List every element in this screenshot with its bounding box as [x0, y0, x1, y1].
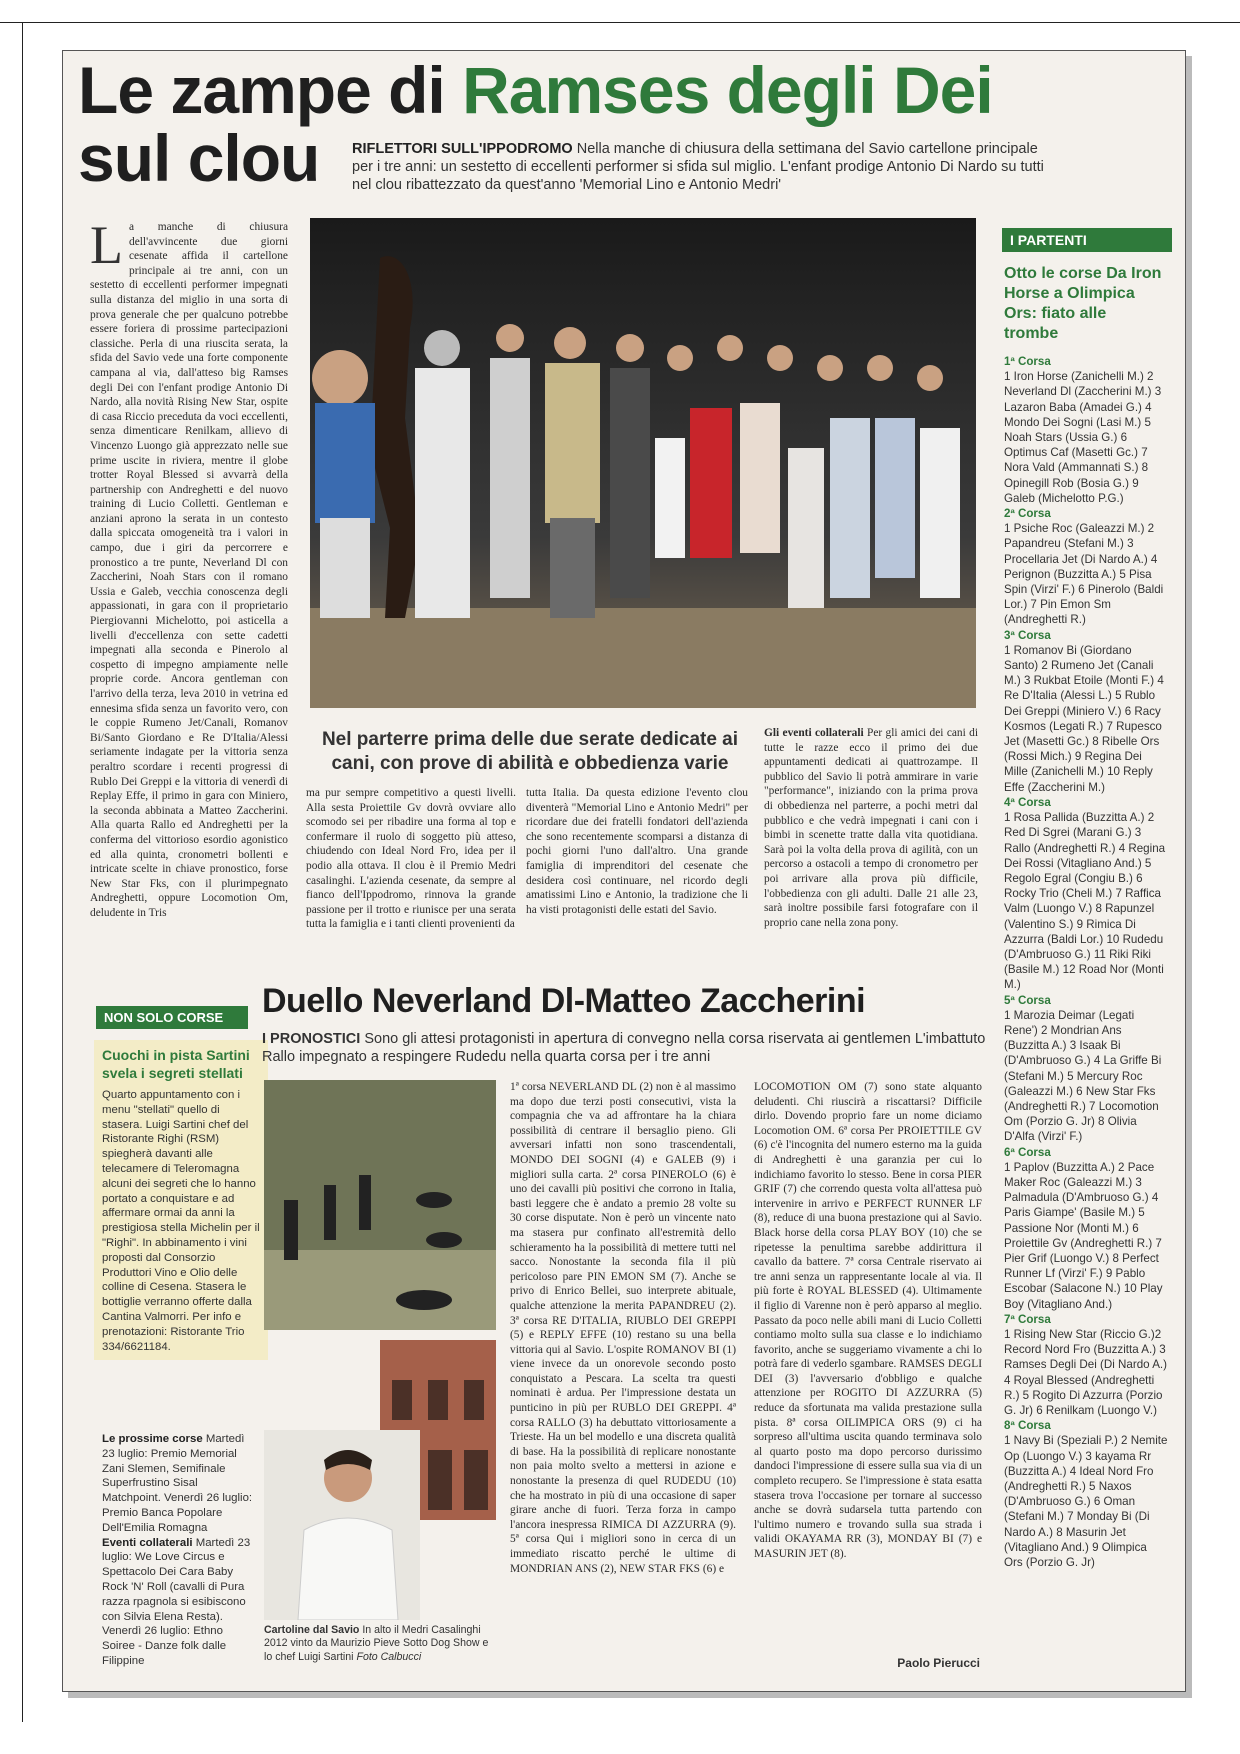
caption-label: Cartoline dal Savio — [264, 1624, 360, 1636]
article-column-3 — [526, 786, 748, 956]
race-7: 7ª Corsa 1 Rising New Star (Riccio G.)2 Record Nord Fro (Buzzitta A.) 3 Ramses Degli Dei (Di Nardo A.) 4 Royal Blessed (Andreghetti R.) 5 Rogito Di Azzurra (Porzio G. Jr) 6 Renilkam (Luongo V.) — [1004, 1312, 1168, 1418]
partenti-list — [1004, 354, 1168, 1570]
col4-label: Gli eventi collaterali — [764, 727, 864, 739]
headline-highlight: Ramses degli Dei — [462, 53, 993, 127]
main-photo — [310, 218, 976, 708]
dog-show-photo — [264, 1080, 496, 1330]
race-8: 8ª Corsa 1 Navy Bi (Speziali P.) 2 Nemite Op (Luongo V.) 3 kayama Rr (Buzzitta A.) 4 Ideal Nord Fro (Andreghetti R.) 5 Naxos (D'Ambruoso G.) 6 Oman (Stefani M.) 7 Monday Bi (Di Nardo A.) 8 Masurin Jet (Vitagliano And.) 9 Olimpica Ors (Porzio G. Jr) — [1004, 1419, 1168, 1570]
sidebar-schedule — [102, 1432, 254, 1669]
article-column-1 — [90, 220, 288, 980]
photo-credit: Foto Calbucci — [356, 1650, 422, 1663]
race-5: 5ª Corsa 1 Marozia Deimar (Legati Rene') 2 Mondrian Ans (Buzzitta A.) 3 Isaak Bi (D'Ambruoso G.) 4 La Griffe Bi (Stefani M.) 5 Mercury Roc (Galeazzi M.) 6 New Star Fks (Andreghetti R.) 7 Locomotion Om (Porzio G. Jr) 8 Olivia D'Alfa (Virzi' F.) — [1004, 993, 1162, 1144]
duello-column-1 — [510, 1080, 736, 1674]
article-col3-text: tutta Italia. Da questa edizione l'evento clou diventerà "Memorial Lino e Antonio Medri" per ricordare due dei fratelli fondatori dell'azienda che sono recentemente scomparsi a distanza di pochi giorni l'uno dall'altro. Una grande famiglia di imprenditori del cesenate che desidera così continuare, nel ricordo degli amatissimi Lino e Antonio, la tradizione che li ha visti protagonisti delle estati del Savio. — [526, 787, 748, 916]
duello-title: Duello Neverland Dl-Matteo Zaccherini — [262, 982, 866, 1020]
duello-column-2 — [754, 1080, 982, 1652]
pronostici-text: Sono gli attesi protagonisti in apertura di convegno nella corsa riservata ai gentlemen L'imbattuto Rallo impegnato a respingere Rudedu nella quarta corsa per i tre anni — [262, 1031, 986, 1065]
race-6: 6ª Corsa 1 Paplov (Buzzitta A.) 2 Pace Maker Roc (Galeazzi M.) 3 Palmadula (D'Ambruoso G.) 4 Paris Giampe' (Basile M.) 5 Passione Nor (Monti M.) 6 Proiettile Gv (Andreghetti R.) 7 Pier Grif (Luongo V.) 8 Perfect Runner Lf (Virzi' F.) 9 Pablo Escobar (Salacone N.) 10 Play Boy (Vitagliano And.) — [1004, 1145, 1163, 1311]
race-4: 4ª Corsa 1 Rosa Pallida (Buzzitta A.) 2 Red Di Sgrei (Marani G.) 3 Rallo (Andreghetti R.) 4 Regina Dei Rossi (Vitagliano And.) 5 Regolo Egral (Congiu B.) 6 Rocky Trio (Cheli M.) 7 Raffica Valm (Luongo V.) 8 Rapunzel (Valentino S.) 9 Rimica Di Azzurra (Baldi Lor.) 10 Rudedu (D'Ambruoso G.) 11 Riki Riki (Basile M.) 12 Road Nor (Monti M.) — [1004, 795, 1166, 992]
pull-quote: Nel parterre prima delle due serate dedicate ai cani, con prove di abilità e obbedienza varie — [321, 729, 739, 774]
subheadline — [352, 140, 1052, 194]
duello-col2-text: LOCOMOTION OM (7) sono state alquanto deludenti. Chi riuscirà a riscattarsi? Difficile dirlo. Dovendo proprio fare un nome diciamo Locomotion OM. 6ª corsa Per PROIETTILE GV (6) c'è l'incognita del numero esterno ma la guida di Andreghetti è una garanzia per cui lo indichiamo favorito lo stesso. Bene in corsa PIER GRIF (7) che correndo questa volta all'attesa può intervenire in arrivo e PERFECT RUNNER LF (8), reduce di una buona prestazione qui al Savio. Black horse della corsa PLAY BOY (10) che se ripetesse la penultima sarebbe addirittura il cavallo da battere. 7ª corsa Centrale riservato ai tre anni senza un rappresentante locale al via. Il più forte è ROYAL BLESSED (4). Ultimamente il figlio di Varenne non è però apparso al meglio. Passato da poco nelle abili mani di Lucio Colletti contiamo molto sulla sua classe e lo indichiamo favorito, anche se suggeriamo vivamente a chi lo potrà fare di vederlo sgambare. RAMSES DEGLI DEI (3) l'avversario d'obbligo e qualche attenzione per ROGITO DI AZZURRA (5) reduce da sfortunata ma valida prestazione sulla pista. 8ª corsa OILIMPICA ORS (9) ci ha sorpreso all'ultima uscita quando terminava solo al quarto posto ma dopo percorso durissimo dandoci l'impressione di essere sulla sua via di un completo recupero. Se l'impressione è stata esatta stasera trova l'occasione per tornare al successo anche se dovrà sudarsela tutta partendo con l'ultimo numero e trovando sulla sua strada i validi OKAYAMA RR (3), MONDAY BI (7) e MASURIN JET (8). — [754, 1081, 982, 1560]
article-col4-text: Per gli amici dei cani di tutte le razze ecco il primo dei due appuntamenti dedicati ai quattrozampe. Il pubblico del Savio li potrà ammirare in varie "performance", iniziando con la prima prova di obbedienza nel parterre, a pochi metri dal pubblico e che vedrà impegnati i cani con i bimbi in scenette tratte dalla vita quotidiana. Sarà poi la volta della prova di agilità, con un percorso a ostacoli a tempo di cronometro per poi arrivare alla prova più difficile, l'obbedienza con gli adulti. Dalle 21 alle 23, sarà inoltre possibile farsi fotografare con il proprio cane nella zona pony. — [764, 727, 978, 929]
sidebar-text: Quarto appuntamento con i menu "stellati" quello di stasera. Luigi Sartini chef del Ristorante Righi (RSM) spiegherà davanti alle telecamere di Teleromagna alcuni dei segreti che lo hanno portato a conquistare e ad affermare ormai da anni la prestigiosa stella Michelin per il "Righi". In abbinamento i vini proposti dal Consorzio Produttori Vino e Olio delle colline di Cesena. Stasera le bottiglie verranno offerte dalla Cantina Valmorri. Per info e prenotazioni: Ristorante Trio 334/6621184. — [102, 1089, 260, 1353]
pronostici-label: I PRONOSTICI — [262, 1031, 361, 1047]
dropcap: L — [90, 220, 123, 275]
subhead-label: RIFLETTORI SULL'IPPODROMO — [352, 141, 573, 157]
caption-text: In alto il Medri Casalinghi 2012 vinto da Maurizio Pieve Sotto Dog Show e lo chef Luigi Sartini — [264, 1624, 489, 1663]
sidebar-box — [94, 1040, 268, 1360]
sidebar-title: Cuochi in pista Sartini svela i segreti stellati — [102, 1047, 250, 1081]
next-races-text: Martedì 23 luglio: Premio Memorial Zani Slemen, Semifinale Superfrustino Sisal Matchpoint. Venerdì 26 luglio: Premio Banca Popolare Dell'Emilia Romagna — [102, 1433, 253, 1534]
article-col1-text: a manche di chiusura dell'avvincente due giorni cesenate affida il cartellone principale ai tre anni, con un sestetto di eccellenti performer impegnati sulla distanza del miglio in una sorta di prova generale che per qualcuno potrebbe essere foriera di prossime partecipazioni classiche. Perla di una riuscita serata, la sfida del Savio vede una forte componente campana al via, dall'atteso big Ramses degli Dei con l'enfant prodige Antonio Di Nardo, alla novità Rising New Star, ospite di casa Riccio preceduta da voci eccellenti, senza dimenticare Renilkam, allievo di Vincenzo Luongo già apprezzato nelle sue prime uscite in riviera, mentre il globe trotter Royal Blessed si avvarrà della partnership con Andreghetti e del nuovo training di Lucio Colletti. Gentleman e anziani aprono la serata in un contesto dalla spiccata omogeneità tra i valori in campo, due i giri da percorrere e pronostico a tre punte, Neverland Dl con Zaccherini, Noah Stars con il romano Ussia e Galeb, vecchia conoscenza degli appassionati, in gara con il proprietario Piergiovanni Michelotto, poi asticella a livelli d'eccellenza con sette cadetti impegnati alla seconda e Pinerolo al cospetto di impegno ampiamente nelle proprie corde. Ancora gentleman con l'arrivo della terza, leva 2010 in vetrina ed ennesima sfida senza un favorito vero, con le coppie Rumeno Jet/Canali, Romanov Bi/Santo Giordano e Re D'Italia/Alessi seriamente indagate per la vittoria senza peraltro scordare i recenti progressi di Rublo Dei Greppi e la vittoria di venerdì di Replay Effe, il primo in gara con Miniero, la seconda abbinata a Matteo Zaccherini. Alla quarta Rallo ed Andreghetti per la conferma del vittorioso esordio agonistico ed alla quinta, cronometri bollenti e intricate scelte in chiave pronostico, forse New Star Fks, con il plurimpegnato Andreghetti, oppure Locomotion Om, deludente in Tris — [90, 221, 288, 919]
events-label: Eventi collaterali — [102, 1536, 193, 1549]
article-col2-text: ma pur sempre competitivo a questi livelli. Alla sesta Proiettile Gv dovrà ovviare allo scomodo sei per ribadire una forma al top e confermare il ruolo di soggetto più atteso, chiudendo con Ideal Nord Fro, idea per il podio alla ottava. Il clou è il Premio Medri casalinghi. L'azienda cesenate, da sempre al fianco dell'Ippodromo, rinnova la grande passione per il trotto e riunisce per una serata tutta la famiglia e i tanti clienti provenienti da — [306, 787, 516, 931]
partenti-bar: I PARTENTI — [1002, 228, 1172, 252]
race-2: 2ª Corsa 1 Psiche Roc (Galeazzi M.) 2 Papandreu (Stefani M.) 3 Procellaria Jet (Di Nardo A.) 4 Perignon (Buzzitta A.) 5 Pisa Spin (Virzi' F.) 6 Pinerolo (Baldi Lor.) 7 Pin Emon Sm (Andreghetti R.) — [1004, 507, 1164, 627]
scan-border-left — [22, 22, 23, 1722]
race-1: 1ª Corsa 1 Iron Horse (Zanichelli M.) 2 Neverland Dl (Zaccherini M.) 3 Lazaron Baba (Amadei G.) 4 Mondo Dei Sogni (Lasi M.) 5 Noah Stars (Ussia G.) 6 Optimus Caf (Masetti Gc.) 7 Nora Vald (Ammannati S.) 8 Opinegill Rob (Bosia G.) 9 Galeb (Michelotto P.G.) — [1004, 355, 1162, 505]
byline: Paolo Pierucci — [897, 1656, 980, 1670]
headline-part1: Le zampe di — [78, 53, 463, 127]
crowd-photo-illustration — [310, 218, 976, 708]
chef-photo — [264, 1430, 420, 1620]
non-solo-corse-bar: NON SOLO CORSE — [96, 1006, 248, 1029]
scan-border-top — [0, 22, 1240, 23]
article-column-2 — [306, 786, 516, 956]
headline-part3: sul clou — [78, 121, 320, 195]
duello-col1-text: 1ª corsa NEVERLAND DL (2) non è al massimo ma dopo due terzi posti consecutivi, vista la compagnia che va ad affrontare ha la chiara possibilità di centrare il bersaglio pieno. Gli avversari infatti non sono trascendentali, MONDO DEI SOGNI (4) e GALEB (9) i migliori sulla carta. 2ª corsa PINEROLO (6) è uno dei cavalli più positivi che corrono in Italia, basti leggere che è andato a premio 28 volte su 30 corse disputate. Non è però un vincente nato ma stasera pur confinato all'estremità dello schieramento ha la possibilità di mettere tutti nel sacco. Nonostante la seconda fila il più pericoloso pare PIN EMON SM (7). Anche se privo di Enrico Bellei, suo interprete abituale, qualche attenzione la merita PAPANDREU (2). 3ª corsa RE D'ITALIA, RIUBLO DEI GREPPI (5) e REPLY EFFE (10) restano su una bella vittoria qui al Savio. L'ospite ROMANOV BI (1) viene invece da un onorevole secondo posto conquistato a Pescara. La scelta tra questi nominati è ardua. Per l'impressione destata un punticino in più per RUBLO DEI GREPPI. 4ª corsa RALLO (3) ha debuttato vittoriosamente a Trieste. Ha un bel modello e una discreta qualità di base. Ha la possibilità di replicare nonostante non paia molto svelto a mettersi in azione e nonostante la presenza di quel RUDEDU (10) che ha mostrato in più di una occasione di saper girare anche di fuori. Terza forza in campo l'ancora inespressa RIMICA DI AZZURRA (9). 5ª corsa Qui i migliori sono in cerca di un immediato riscatto perché le ultime di MONDRIAN ANS (2), NEW STAR FKS (6) e — [510, 1081, 736, 1575]
partenti-title: Otto le corse Da Iron Horse a Olimpica Ors: fiato alle trombe — [1004, 265, 1162, 342]
subhead-text: Nella manche di chiusura della settimana del Savio cartellone principale per i tre anni: un sestetto di eccellenti performer si sfida sul miglio. L'enfant prodige Antonio Di Nardo su tutti nel clou ribattezzato da quest'anno 'Memorial Lino e Antonio Medri' — [352, 141, 1044, 193]
pronostici-subhead — [262, 1030, 992, 1066]
events-text: Martedì 23 luglio: We Love Circus e Spettacolo Dei Cara Baby Rock 'N' Roll (cavalli di Pura razza rpagnola si esibiscono con Silvia Elena Resta). Venerdì 26 luglio: Ethno Soiree - Danze folk dalle Filippine — [102, 1536, 251, 1667]
article-column-4 — [764, 726, 978, 958]
race-3: 3ª Corsa 1 Romanov Bi (Giordano Santo) 2 Rumeno Jet (Canali M.) 3 Rukbat Etoile (Monti F.) 4 Re D'Italia (Alessi L.) 5 Rublo Dei Greppi (Miniero V.) 6 Racy Kosmos (Legati R.) 7 Rupesco Jet (Masetti Gc.) 8 Ribelle Ors (Rossi Mich.) 9 Regina Dei Mille (Zanichelli M.) 10 Reply Effe (Zaccherini M.) — [1004, 628, 1164, 794]
photo-caption — [264, 1624, 496, 1664]
next-races-label: Le prossime corse — [102, 1433, 203, 1445]
